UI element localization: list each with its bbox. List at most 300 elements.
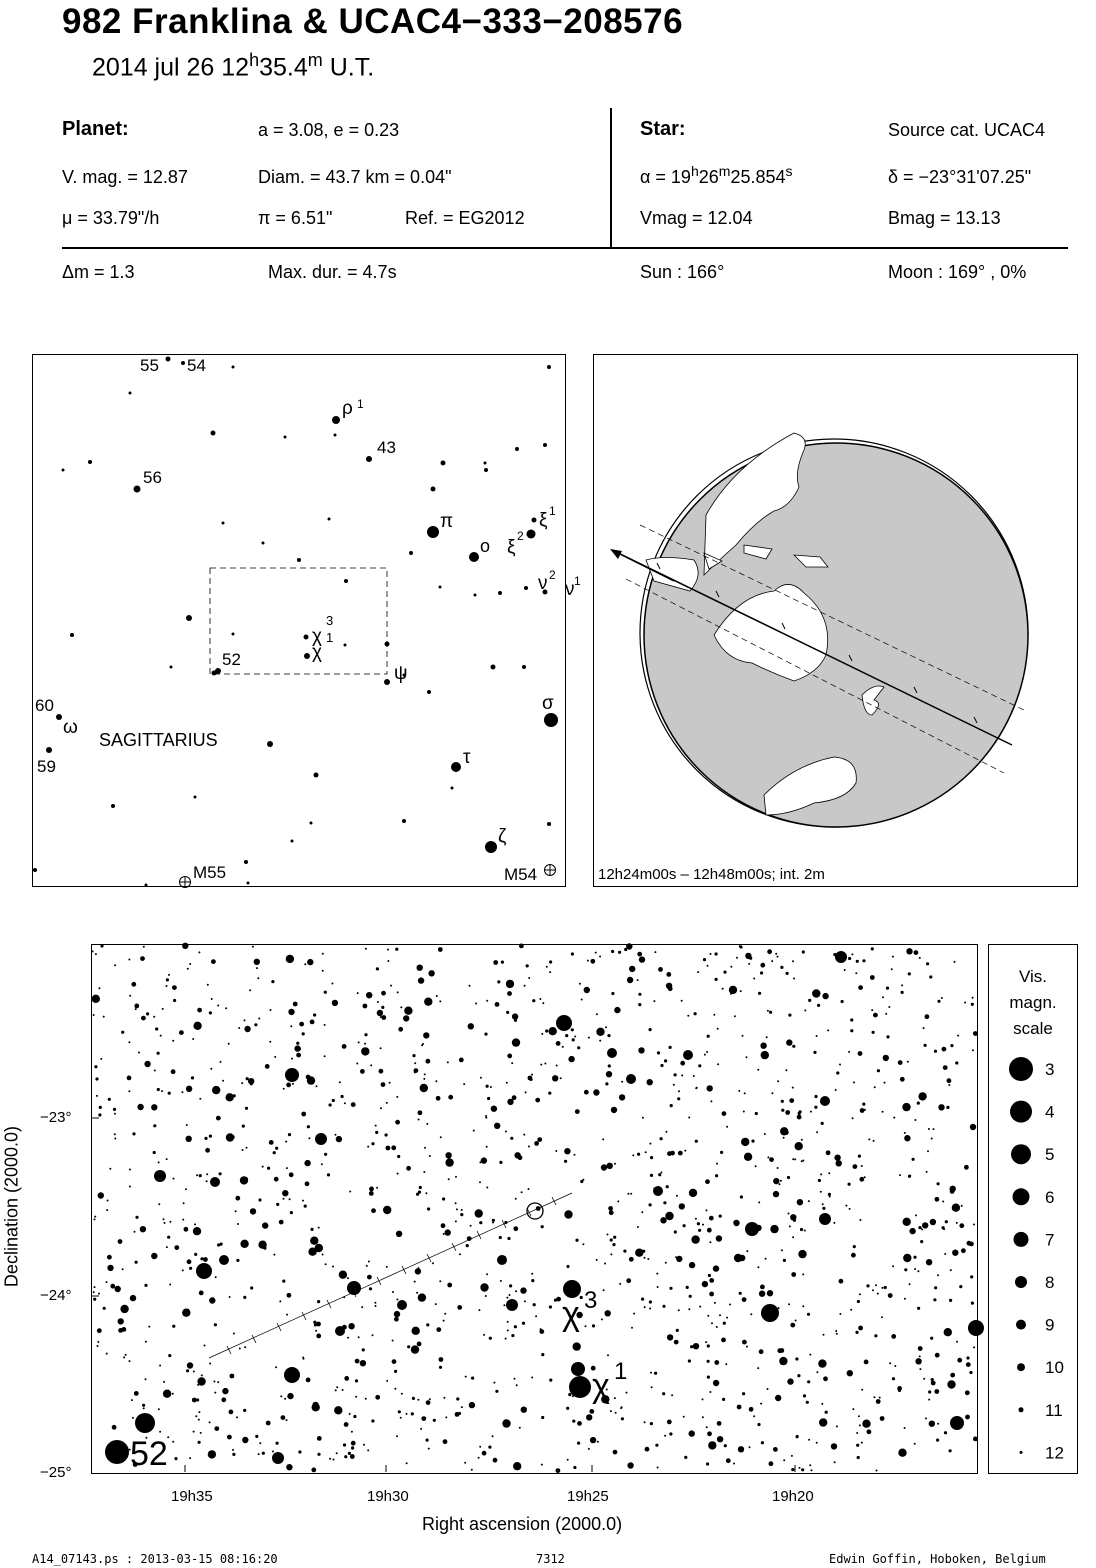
field-star — [876, 1399, 881, 1404]
field-star — [973, 1437, 978, 1442]
field-star — [936, 1439, 939, 1442]
field-star — [286, 1167, 288, 1169]
field-star — [665, 1262, 667, 1264]
field-star — [466, 1244, 469, 1247]
field-star — [798, 1250, 806, 1258]
field-star — [819, 1418, 827, 1426]
field-star — [148, 1326, 150, 1328]
field-star — [937, 1000, 940, 1003]
field-star — [709, 1391, 711, 1393]
field-star — [943, 1065, 948, 1070]
field-star — [740, 1195, 743, 1198]
field-star — [509, 1284, 512, 1287]
field-star — [829, 1196, 831, 1198]
field-star — [859, 1293, 861, 1295]
field-star — [394, 1311, 400, 1317]
field-star — [531, 1273, 533, 1275]
field-star — [235, 1196, 240, 1201]
field-star — [541, 1353, 544, 1356]
field-star — [717, 1028, 719, 1030]
field-star — [197, 1377, 205, 1385]
field-star — [608, 1206, 613, 1211]
field-star — [568, 1056, 574, 1062]
field-star — [803, 1394, 806, 1397]
field-star — [644, 1257, 646, 1259]
field-star — [228, 1043, 230, 1045]
field-star — [336, 1452, 338, 1454]
field-star — [229, 1410, 234, 1415]
field-star — [723, 1322, 726, 1325]
field-star — [217, 1005, 219, 1007]
field-star — [129, 1360, 131, 1362]
field-star — [349, 1413, 351, 1415]
field-star — [424, 1147, 426, 1149]
field-star — [442, 1197, 445, 1200]
field-star — [760, 963, 765, 968]
field-star — [541, 1033, 543, 1035]
field-star — [575, 1239, 578, 1242]
field-star — [272, 1451, 274, 1453]
field-star — [613, 1236, 616, 1239]
field-star — [112, 1425, 117, 1430]
field-star — [100, 944, 103, 947]
field-star — [412, 1327, 420, 1335]
field-star — [523, 1134, 525, 1136]
field-star — [849, 1208, 851, 1210]
field-star — [781, 1249, 783, 1251]
field-star — [787, 1176, 790, 1179]
field-star — [236, 1259, 239, 1262]
field-star — [971, 1003, 974, 1006]
field-star — [724, 1444, 727, 1447]
legend-label-mag-10: 10 — [1045, 1358, 1064, 1378]
field-star — [654, 1372, 657, 1375]
footer-page-number: 7312 — [536, 1552, 565, 1566]
field-star — [203, 1257, 208, 1262]
target-star-marker — [527, 1203, 543, 1219]
field-star — [241, 1082, 243, 1084]
legend-label-mag-5: 5 — [1045, 1145, 1055, 1165]
field-star — [329, 1103, 332, 1106]
field-star — [339, 1410, 342, 1413]
field-star — [859, 1424, 861, 1426]
field-star — [515, 1290, 517, 1292]
field-star — [707, 1228, 712, 1233]
field-star — [604, 1263, 606, 1265]
field-star — [590, 1437, 596, 1443]
field-star — [222, 1388, 228, 1394]
field-star — [748, 963, 750, 965]
field-star — [867, 1429, 872, 1434]
field-star — [514, 1325, 517, 1328]
field-star — [95, 953, 97, 955]
field-star — [923, 1378, 925, 1380]
field-star — [396, 1435, 398, 1437]
svg-text:2: 2 — [549, 568, 556, 582]
field-star — [489, 1337, 492, 1340]
field-star — [304, 1205, 307, 1208]
field-star — [614, 1163, 616, 1165]
planet-motion: μ = 33.79"/h — [62, 208, 160, 228]
field-star — [92, 950, 94, 952]
field-star — [799, 1110, 802, 1113]
field-star — [670, 1104, 673, 1107]
field-star — [381, 1015, 386, 1020]
field-star — [596, 1259, 598, 1261]
field-star — [486, 1085, 489, 1088]
field-star — [262, 1166, 264, 1168]
field-star — [447, 1283, 452, 1288]
field-star — [118, 1239, 123, 1244]
field-star — [411, 1345, 419, 1353]
field-star — [107, 1200, 109, 1202]
field-star — [209, 1135, 212, 1138]
field-star — [417, 1399, 419, 1401]
field-star — [342, 1389, 344, 1391]
svg-text:1: 1 — [614, 1358, 628, 1385]
field-star — [556, 1065, 558, 1067]
field-star — [779, 1348, 784, 1353]
field-star — [665, 1212, 673, 1220]
field-star — [742, 1035, 744, 1037]
field-star — [484, 1033, 487, 1036]
field-star — [360, 1360, 366, 1366]
field-star — [336, 1136, 342, 1142]
field-star — [783, 1259, 786, 1262]
field-star — [566, 1265, 569, 1268]
field-star — [239, 1348, 241, 1350]
field-star — [833, 1222, 835, 1224]
field-star — [302, 1200, 304, 1202]
star-label-rho1: ρ — [342, 398, 353, 419]
field-star — [128, 1041, 130, 1043]
field-star — [872, 1289, 874, 1291]
field-star — [901, 991, 904, 994]
field-star — [356, 1063, 358, 1065]
page-title: 982 Franklina & UCAC4−333−208576 — [62, 2, 684, 41]
field-star — [909, 1228, 915, 1234]
field-star — [660, 1172, 662, 1174]
field-star — [544, 1063, 546, 1065]
field-star — [693, 1343, 699, 1349]
field-star — [810, 1111, 812, 1113]
field-star — [709, 1241, 711, 1243]
field-star — [638, 993, 641, 996]
field-star — [775, 953, 777, 955]
field-star — [574, 1036, 576, 1038]
field-star — [528, 1188, 530, 1190]
field-star — [307, 1076, 315, 1084]
field-star — [683, 1224, 686, 1227]
field-star — [169, 1221, 171, 1223]
field-star — [814, 1095, 817, 1098]
field-star — [666, 1185, 669, 1188]
field-star — [157, 1052, 160, 1055]
field-star — [252, 946, 254, 948]
field-star — [882, 1111, 884, 1113]
legend-title-line2: magn. — [1009, 993, 1057, 1012]
field-star — [826, 1150, 831, 1155]
field-star — [755, 1165, 757, 1167]
field-star — [777, 1080, 779, 1082]
legend-dot-mag-9 — [1016, 1320, 1026, 1330]
field-star — [899, 1174, 901, 1176]
field-star — [705, 1179, 710, 1184]
field-star — [348, 1323, 354, 1329]
field-star — [106, 1353, 108, 1355]
field-star — [572, 1038, 575, 1041]
field-star — [851, 953, 853, 955]
field-star — [669, 1046, 672, 1049]
field-star — [375, 1305, 377, 1307]
field-star — [417, 1342, 422, 1347]
field-star — [255, 1435, 258, 1438]
field-star — [884, 1082, 886, 1084]
field-star — [307, 959, 313, 965]
field-star — [276, 1442, 279, 1445]
field-star — [426, 1439, 429, 1442]
field-star — [351, 1448, 353, 1450]
field-star — [222, 1080, 224, 1082]
field-star — [114, 1133, 116, 1135]
field-star — [864, 1360, 869, 1365]
field-star — [514, 1378, 516, 1380]
field-star — [209, 1421, 211, 1423]
field-star — [792, 1236, 794, 1238]
field-star — [392, 1340, 394, 1342]
field-star — [271, 980, 274, 983]
field-star — [791, 1272, 796, 1277]
field-star — [746, 1346, 748, 1348]
field-star — [329, 1458, 331, 1460]
field-star — [716, 1326, 718, 1328]
field-star — [745, 953, 751, 959]
star-label-nu2: ν — [538, 573, 548, 594]
field-star — [852, 1408, 854, 1410]
field-star — [957, 1358, 962, 1363]
field-star — [961, 1248, 966, 1253]
bright-stars — [105, 951, 984, 1464]
field-star — [949, 1299, 952, 1302]
field-star — [671, 1394, 673, 1396]
field-star — [947, 1078, 952, 1083]
field-star — [332, 1000, 338, 1006]
field-star — [519, 1427, 521, 1429]
field-star — [627, 1462, 633, 1468]
field-star — [270, 1009, 272, 1011]
field-star — [369, 1187, 374, 1192]
field-star — [767, 1156, 769, 1158]
field-star — [286, 1464, 292, 1470]
chart-label-chi3: χ — [562, 1295, 580, 1333]
field-star — [244, 1026, 250, 1032]
field-star — [385, 1133, 388, 1136]
field-star — [892, 956, 894, 958]
planet-vmag: V. mag. = 12.87 — [62, 167, 188, 187]
field-star — [775, 1395, 781, 1401]
field-star — [781, 1100, 784, 1103]
field-star — [358, 1041, 360, 1043]
field-star — [457, 1305, 462, 1310]
field-star — [244, 1346, 246, 1348]
footer-file-info: A14_07143.ps : 2013-03-15 08:16:20 — [32, 1552, 278, 1566]
field-star — [658, 1173, 661, 1176]
field-star — [956, 1222, 958, 1224]
field-star — [369, 1287, 372, 1290]
field-star — [617, 1200, 619, 1202]
field-star — [380, 1107, 382, 1109]
field-star — [324, 991, 327, 994]
chart-label-52: 52 — [130, 1435, 168, 1473]
field-star — [605, 1082, 608, 1085]
field-star — [432, 1262, 434, 1264]
field-star — [288, 1133, 291, 1136]
field-star — [172, 1325, 175, 1328]
star-label-52: 52 — [222, 650, 241, 669]
field-star — [970, 1124, 976, 1130]
field-star — [541, 1464, 543, 1466]
field-star — [129, 1169, 131, 1171]
field-star — [514, 1152, 520, 1158]
field-star — [186, 1136, 192, 1142]
field-star — [269, 1140, 274, 1145]
field-star — [281, 1415, 286, 1420]
field-star — [298, 1450, 301, 1453]
field-star — [168, 1092, 171, 1095]
field-star — [286, 1419, 288, 1421]
field-star — [816, 1371, 818, 1373]
field-star — [135, 1261, 138, 1264]
time-interval-caption: 12h24m00s – 12h48m00s; int. 2m — [598, 866, 825, 883]
field-star — [552, 1075, 558, 1081]
field-star — [287, 1393, 293, 1399]
field-star — [676, 1195, 678, 1197]
field-star — [853, 1245, 856, 1248]
field-star — [818, 1179, 821, 1182]
field-star — [765, 1258, 767, 1260]
field-star — [445, 1158, 453, 1166]
field-star — [540, 1328, 542, 1330]
field-star — [915, 1358, 921, 1364]
field-star — [673, 1084, 675, 1086]
field-star — [469, 1402, 475, 1408]
field-star — [626, 1392, 628, 1394]
field-star — [495, 1390, 498, 1393]
field-star — [140, 1226, 146, 1232]
field-star — [240, 1176, 248, 1184]
field-star — [471, 1469, 473, 1471]
field-star — [848, 957, 851, 960]
field-star — [757, 1266, 759, 1268]
field-star — [858, 1051, 863, 1056]
field-star — [189, 963, 191, 965]
max-duration: Max. dur. = 4.7s — [268, 262, 397, 282]
field-star — [770, 1225, 778, 1233]
field-star — [839, 1064, 841, 1066]
field-star — [783, 1137, 785, 1139]
field-star — [394, 1370, 397, 1373]
legend-dot-mag-5 — [1011, 1144, 1031, 1164]
field-star — [443, 1397, 445, 1399]
field-star — [440, 1136, 442, 1138]
field-star — [412, 1054, 415, 1057]
field-star — [934, 1050, 937, 1053]
field-star — [885, 1013, 887, 1015]
field-star — [696, 1087, 698, 1089]
field-star — [95, 1077, 98, 1080]
field-star — [746, 1250, 748, 1252]
star-label-omega: ω — [63, 717, 78, 738]
field-star — [859, 1177, 864, 1182]
field-star — [273, 1254, 275, 1256]
field-star — [918, 1226, 921, 1229]
field-star — [197, 1008, 202, 1013]
field-star — [375, 1125, 377, 1127]
field-star — [848, 1183, 851, 1186]
field-star — [240, 1240, 248, 1248]
field-star — [582, 1179, 584, 1181]
field-star — [650, 1174, 653, 1177]
field-star — [599, 1040, 601, 1042]
field-star — [966, 1356, 969, 1359]
field-star — [656, 1273, 658, 1275]
field-star — [716, 1163, 718, 1165]
field-star — [779, 1357, 787, 1365]
field-star — [445, 1152, 451, 1158]
field-star — [162, 1008, 164, 1010]
star-declination: δ = −23°31'07.25" — [888, 167, 1032, 187]
field-star — [157, 1088, 160, 1091]
field-star — [614, 1397, 616, 1399]
field-star — [460, 1213, 463, 1216]
field-star — [219, 1172, 222, 1175]
event-datetime: 2014 jul 26 12$^h$35.4$^m$ U.T. — [92, 50, 375, 82]
cluster-label-m55: M55 — [193, 863, 227, 882]
field-star — [381, 1082, 386, 1087]
field-star — [961, 1205, 963, 1207]
field-star — [789, 1098, 794, 1103]
field-star — [596, 1028, 604, 1036]
field-star — [658, 967, 663, 972]
field-star — [200, 1432, 202, 1434]
field-star — [344, 1376, 349, 1381]
field-star — [937, 1423, 939, 1425]
field-star — [713, 1265, 719, 1271]
field-star — [485, 1115, 487, 1117]
field-star — [282, 1190, 288, 1196]
field-star — [166, 978, 169, 981]
legend-label-mag-3: 3 — [1045, 1060, 1055, 1079]
field-star — [250, 1286, 253, 1289]
field-star — [331, 983, 333, 985]
field-star — [134, 1231, 136, 1233]
field-star — [918, 1092, 926, 1100]
field-star — [355, 1359, 360, 1364]
field-star — [831, 1443, 837, 1449]
field-star — [935, 1353, 940, 1358]
field-star — [470, 1225, 472, 1227]
field-star — [284, 1398, 286, 1400]
field-star — [520, 1287, 526, 1293]
field-star — [744, 1092, 746, 1094]
field-star — [120, 1305, 128, 1313]
field-star — [690, 1345, 693, 1348]
field-star — [273, 1151, 276, 1154]
field-star — [647, 1258, 649, 1260]
field-star — [733, 1463, 735, 1465]
field-star — [571, 1028, 574, 1031]
field-star — [404, 1007, 412, 1015]
